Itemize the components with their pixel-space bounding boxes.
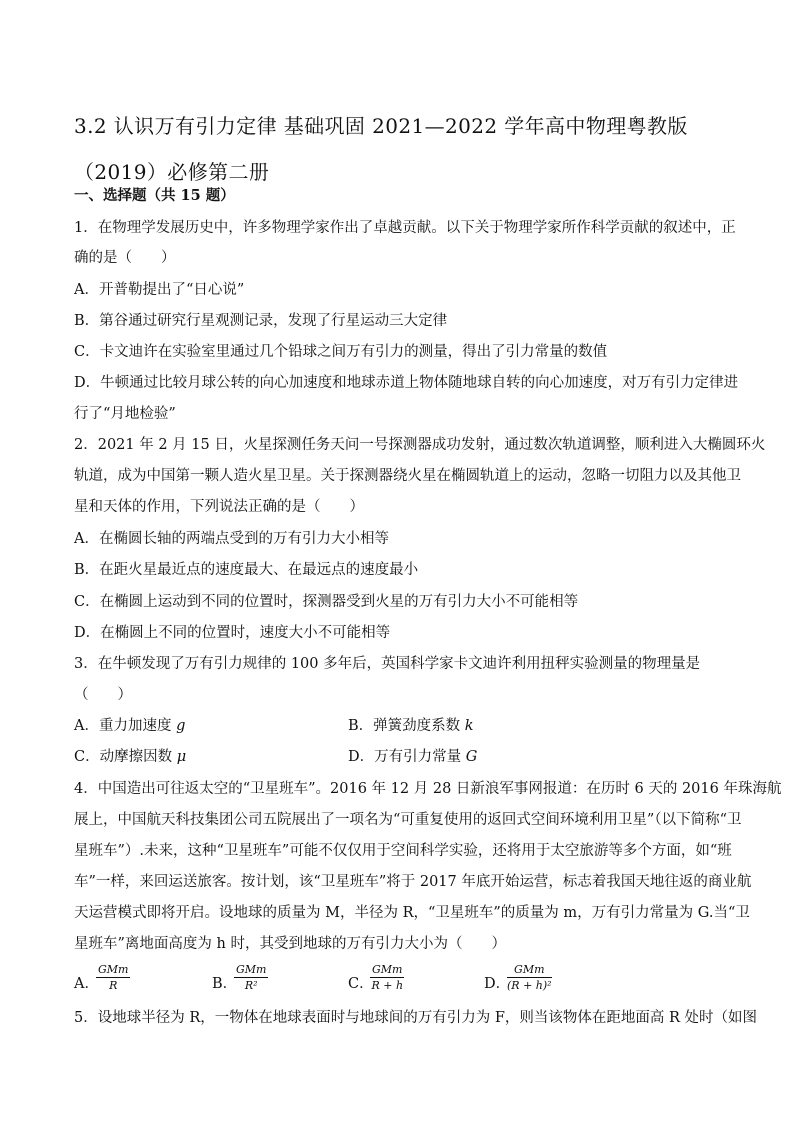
q4-option-d-fraction: [507, 963, 552, 992]
q4-option-a-denominator: R: [109, 979, 118, 992]
q4-option-b-numerator: GMm: [236, 963, 267, 976]
q4-option-c-fraction: [370, 963, 404, 992]
q4-option-b-label: B．: [212, 976, 238, 992]
q5-stem-line-1: 5．设地球半径为 R，一物体在地球表面时与地球间的万有引力为 F，则当该物体在距地面高 R 处时（如图: [74, 1010, 758, 1026]
q2-stem-line-1: 2．2021 年 2 月 15 日，火星探测任务天问一号探测器成功发射，通过数次轨道调整，顺利进入大椭圆环火: [74, 437, 766, 453]
q1-option-d-line-2: 行了“月地检验”: [74, 406, 176, 422]
q4-option-a-numerator: GMm: [98, 963, 129, 976]
q3-option-b-text: B．弹簧劲度系数: [348, 718, 465, 734]
q4-option-a-fraction: [96, 963, 130, 992]
q3-option-d: [348, 747, 477, 767]
q3-stem-line-2: （ ）: [74, 687, 132, 703]
q2-option-d: D．在椭圆上不同的位置时，速度大小不可能相等: [74, 625, 391, 641]
q3-option-d-var: G: [465, 749, 478, 765]
q1-option-a: A．开普勒提出了“日心说”: [74, 282, 245, 298]
q3-option-a: [74, 716, 185, 736]
q4-stem-line-4: 车”一样，来回运送旅客。按计划，该“卫星班车”将于 2017 年底开始运营，标志着我国天地往返的商业航: [74, 874, 752, 890]
q1-option-c: C．卡文迪许在实验室里通过几个铅球之间万有引力的测量，得出了引力常量的数值: [74, 344, 608, 360]
q2-option-c: C．在椭圆上运动到不同的位置时，探测器受到火星的万有引力大小不可能相等: [74, 594, 579, 610]
q1-stem-line-2: 确的是（ ）: [74, 250, 176, 266]
q3-stem-line-1: 3．在牛顿发现了万有引力规律的 100 多年后，英国科学家卡文迪许利用扭秤实验测量的物理量是: [74, 656, 701, 672]
q4-option-c-numerator: GMm: [372, 963, 403, 976]
q4-option-c-denominator: R + h: [371, 979, 404, 992]
q2-stem-line-2: 轨道，成为中国第一颗人造火星卫星。关于探测器绕火星在椭圆轨道上的运动，忽略一切阻力以及其他卫: [74, 468, 741, 484]
q4-option-c-label: C．: [348, 976, 374, 992]
q4-stem-line-2: 展上，中国航天科技集团公司五院展出了一项名为“可重复使用的返回式空间环境利用卫星”（以下简称“卫: [74, 812, 742, 828]
title-line-1: 3.2 认识万有引力定律 基础巩固 2021—2022 学年高中物理粤教版: [74, 114, 688, 138]
q3-option-d-text: D．万有引力常量: [348, 749, 466, 765]
q2-option-a: A．在椭圆长轴的两端点受到的万有引力大小相等: [74, 531, 389, 547]
q4-stem-line-6: 星班车”离地面高度为 h 时，其受到地球的万有引力大小为（ ）: [74, 936, 506, 952]
q1-option-d-line-1: D．牛顿通过比较月球公转的向心加速度和地球赤道上物体随地球自转的向心加速度，对万有引力定律进: [74, 375, 739, 391]
q4-option-a-label: A．: [74, 976, 99, 992]
q4-option-b-denominator: R²: [244, 979, 258, 992]
q3-option-b: [348, 716, 474, 736]
title-line-2: （2019）必修第二册: [74, 160, 270, 184]
q3-option-c-text: C．动摩擦因数: [74, 749, 177, 765]
q2-stem-line-3: 星和天体的作用，下列说法正确的是（ ）: [74, 499, 364, 515]
q1-stem-line-1: 1．在物理学发展历史中，许多物理学家作出了卓越贡献。以下关于物理学家所作科学贡献的叙述中，正: [74, 220, 736, 236]
q2-option-b: B．在距火星最近点的速度最大、在最远点的速度最小: [74, 562, 419, 578]
q4-option-d-denominator: (R + h)²: [507, 979, 552, 992]
q3-option-a-text: A．重力加速度: [74, 718, 177, 734]
q4-stem-line-5: 天运营模式即将开启。设地球的质量为 M，半径为 R，“卫星班车”的质量为 m，万有引力常量为 G.当“卫: [74, 905, 750, 921]
q3-option-c-var: μ: [176, 749, 187, 765]
q3-option-b-var: k: [464, 718, 474, 734]
q4-option-d-numerator: GMm: [507, 963, 552, 978]
section-heading: 一、选择题（共 15 题）: [74, 187, 235, 204]
q4-stem-line-3: 星班车”）.未来，这种“卫星班车”可能不仅仅用于空间科学实验，还将用于太空旅游等多个方面，如“班: [74, 843, 732, 859]
q3-option-c: [74, 747, 186, 767]
document-title: [74, 103, 734, 195]
q3-option-a-var: g: [176, 718, 186, 734]
q4-stem-line-1: 4．中国造出可往返太空的“卫星班车”。2016 年 12 月 28 日新浪军事网报道：在历时 6 天的 2016 年珠海航: [74, 781, 782, 797]
q4-option-d-label: D．: [484, 976, 511, 992]
q4-option-b-fraction: [234, 963, 268, 992]
q1-option-b: B．第谷通过研究行星观测记录，发现了行星运动三大定律: [74, 313, 448, 329]
